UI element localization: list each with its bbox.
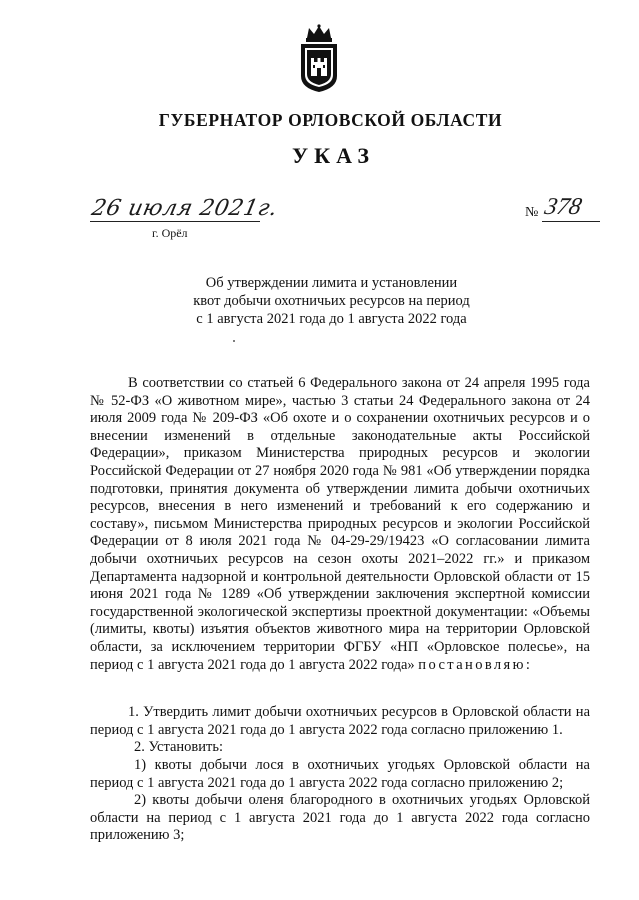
title-line: квот добычи охотничьих ресурсов на период <box>193 293 470 309</box>
preamble-paragraph <box>90 375 590 674</box>
title-line: с 1 августа 2021 года до 1 августа 2022 года <box>196 311 467 327</box>
coat-of-arms-emblem <box>297 24 341 94</box>
number-underline <box>542 221 600 222</box>
stray-mark <box>233 340 235 342</box>
item-1: 1. Утвердить лимит добычи охотничьих ресурсов в Орловской области на период с 1 августа 2021 года до 1 августа 2022 года согласно приложению 1. <box>90 704 590 738</box>
item-2-1: 1) квоты добычи лося в охотничьих угодьях Орловской области на период с 1 августа 2021 года до 1 августа 2022 года согласно приложению 2; <box>90 757 590 791</box>
handwritten-number: 378 <box>542 194 584 220</box>
date-underline <box>90 221 260 222</box>
document-type-title: УКАЗ <box>291 143 376 168</box>
preamble-text: В соответствии со статьей 6 Федерального закона от 24 апреля 1995 года № 52-ФЗ «О животном мире», частью 3 статьи 24 Федерального закона от 24 июля 2009 года № 209-ФЗ «Об охоте и о сохранении охотничьих ресурсов и о внесении изменений в отдельные законодательные акты Российской Федерации», приказом Министерства природных ресурсов и экологии Российской Федерации от 27 ноября 2020 года № 981 «Об утверждении порядка подготовки, принятия документа об утверждении лимита добычи охотничьих ресурсов, внесения в него изменений и требований к его содержанию и составу», письмом Министерства природных ресурсов и экологии Российской Федерации от 8 июля 2021 года № 04-29-29/19423 «О согласовании лимита добычи охотничьих ресурсов на сезон охоты 2021–2022 гг.» и приказом Департамента надзорной и контрольной деятельности Орловской области от 15 июня 2021 года № 1289 «Об утверждении заключения экспертной комиссии государственной экологической экспертизы проектной документации: «Объемы (лимиты, квоты) изъятия объектов животного мира на территории Орловской области, за исключением территории ФГБУ «НП «Орловское полесье», на период с 1 августа 2021 года до 1 августа 2022 года» <box>90 375 590 673</box>
decree-word: постановляю: <box>418 656 533 673</box>
number-label: № <box>525 205 539 220</box>
city-label: г. Орёл <box>152 226 188 240</box>
title-line: Об утверждении лимита и установлении <box>205 275 458 291</box>
document-title <box>0 274 639 328</box>
handwritten-date: 26 июля 2021г. <box>89 196 280 221</box>
item-2: 2. Установить: <box>134 739 224 755</box>
item-2-2: 2) квоты добычи оленя благородного в охотничьих угодьях Орловской области на период с 1 августа 2021 года до 1 августа 2022 года согласно приложению 3; <box>90 792 590 844</box>
organization-title: ГУБЕРНАТОР ОРЛОВСКОЙ ОБЛАСТИ <box>158 110 503 130</box>
